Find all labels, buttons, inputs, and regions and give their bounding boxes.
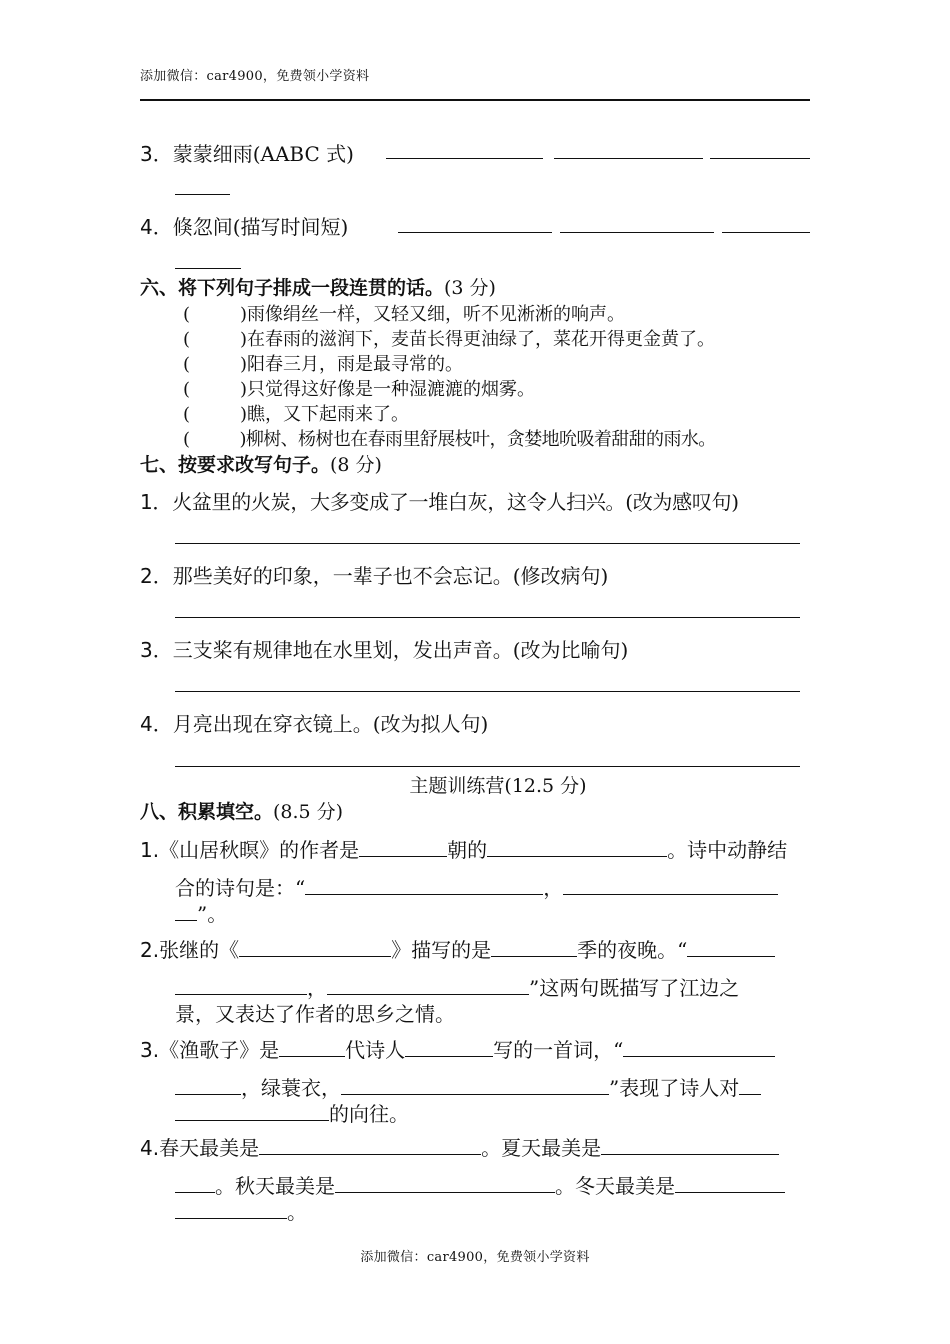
s8-q2-text-3: 季的夜晚。“ — [577, 938, 688, 962]
section-7-title-text: 七、按要求改写句子。 — [140, 454, 331, 476]
s8-q1-blank-author[interactable] — [359, 838, 447, 857]
s8-q2-text-1: 张继的《 — [159, 938, 240, 962]
s5-question-4 — [140, 211, 348, 240]
s8-q3-blank-verse-1-cont[interactable] — [175, 1076, 241, 1095]
s7-q3-number: 3． — [140, 638, 173, 662]
s8-q3-line-3 — [175, 1098, 409, 1127]
s8-q4-line-1 — [140, 1132, 779, 1161]
s6-item-6-text: )柳树、杨树也在春雨里舒展枝叶，贪婪地吮吸着甜甜的雨水。 — [239, 429, 716, 450]
section-7-points: (8 分) — [330, 454, 382, 476]
s7-q2-answer-line[interactable] — [175, 617, 800, 618]
s5-q4-text: 倏忽间(描写时间短) — [172, 215, 349, 239]
s8-q3-blank-verse-2[interactable] — [341, 1076, 609, 1095]
s8-q2-blank-verse-2[interactable] — [327, 976, 529, 995]
s8-q2-blank-season[interactable] — [491, 938, 577, 957]
s8-q2-text-4: ， — [307, 976, 327, 1000]
s8-q3-text-1: 《渔歌子》是 — [159, 1038, 280, 1062]
s8-q3-blank-verse-1[interactable] — [623, 1038, 775, 1057]
s8-q1-line-3 — [175, 898, 227, 927]
section-7-title — [140, 450, 382, 477]
s8-q3-text-3: 写的一首词，“ — [493, 1038, 624, 1062]
s8-q3-number: 3. — [140, 1038, 160, 1062]
s8-q4-blank-summer-cont[interactable] — [175, 1174, 215, 1193]
s5-q3-number: 3． — [140, 142, 173, 166]
s8-q4-blank-winter[interactable] — [675, 1174, 785, 1193]
s6-item-1-paren: ( — [183, 304, 191, 325]
s6-item-2-text: )在春雨的滋润下，麦苗长得更油绿了，菜花开得更金黄了。 — [240, 329, 716, 350]
s8-q1-blank-verse-1[interactable] — [305, 876, 543, 895]
s8-q1-text-5: ， — [543, 876, 564, 900]
s8-q4-blank-summer[interactable] — [601, 1136, 779, 1155]
header-rule — [140, 99, 810, 101]
s6-item-1-text: )雨像绢丝一样，又轻又细，听不见淅淅的响声。 — [240, 304, 626, 325]
s8-q2-number: 2. — [140, 938, 160, 962]
s6-item-2-paren: ( — [183, 329, 191, 350]
s7-question-4 — [140, 708, 488, 737]
s5-q3-blank-4[interactable] — [175, 194, 230, 195]
s8-q4-blank-winter-cont[interactable] — [175, 1200, 287, 1219]
s8-q1-number: 1. — [140, 838, 160, 862]
s8-q1-text-3: 。诗中动静结 — [667, 838, 788, 862]
s6-item-1[interactable] — [183, 300, 625, 326]
s7-q3-answer-line[interactable] — [175, 691, 800, 692]
s5-q3-blank-3[interactable] — [710, 158, 810, 159]
s6-item-4-paren: ( — [183, 379, 191, 400]
s6-item-5-text: )瞧，又下起雨来了。 — [240, 404, 410, 425]
section-6-title-text: 六、将下列句子排成一段连贯的话。 — [140, 277, 445, 299]
s8-q1-text-4: 合的诗句是：“ — [175, 876, 306, 900]
section-8-title — [140, 797, 343, 824]
s8-q1-line-1 — [140, 834, 787, 863]
s7-q2-text: 那些美好的印象，一辈子也不会忘记。(修改病句) — [172, 564, 609, 588]
s5-q3-text: 蒙蒙细雨(AABC 式) — [172, 142, 354, 166]
s8-q3-blank-poet[interactable] — [405, 1038, 493, 1057]
footer-watermark: 添加微信：car4900，免费领小学资料 — [360, 1250, 590, 1265]
s8-q4-text-1: 春天最美是 — [159, 1136, 260, 1160]
s5-q3-blank-1[interactable] — [386, 158, 543, 159]
s5-q4-number: 4． — [140, 215, 173, 239]
s8-q1-blank-verse-2[interactable] — [563, 876, 778, 895]
s8-q2-blank-verse-1-cont[interactable] — [175, 976, 307, 995]
section-8-title-text: 八、积累填空。 — [140, 801, 274, 823]
s7-q4-text: 月亮出现在穿衣镜上。(改为拟人句) — [172, 712, 489, 736]
s8-q3-blank-attitude-cont[interactable] — [175, 1102, 329, 1121]
s8-q4-text-2: 。夏天最美是 — [481, 1136, 602, 1160]
s8-q3-blank-dynasty[interactable] — [279, 1038, 345, 1057]
s8-q1-text-6: ”。 — [197, 902, 228, 926]
s8-q2-blank-title[interactable] — [239, 938, 391, 957]
s8-q3-text-5: ”表现了诗人对 — [609, 1076, 740, 1100]
s6-item-6-paren: ( — [183, 429, 190, 450]
header-watermark: 添加微信：car4900，免费领小学资料 — [140, 69, 370, 84]
s5-q3-blank-2[interactable] — [554, 158, 703, 159]
s8-q4-blank-spring[interactable] — [259, 1136, 481, 1155]
s6-item-5[interactable] — [183, 400, 409, 426]
s8-q3-line-1 — [140, 1034, 775, 1063]
s7-q1-number: 1． — [140, 490, 173, 514]
s6-item-2[interactable] — [183, 325, 715, 351]
s5-q4-blank-2[interactable] — [560, 232, 714, 233]
s5-q4-blank-1[interactable] — [398, 232, 552, 233]
s6-item-4[interactable] — [183, 375, 535, 401]
s8-q2-text-5: ”这两句既描写了江边之 — [529, 976, 740, 1000]
s5-question-3 — [140, 138, 354, 167]
s7-question-2 — [140, 560, 608, 589]
s8-q3-text-2: 代诗人 — [345, 1038, 406, 1062]
s7-q1-answer-line[interactable] — [175, 543, 800, 544]
s8-q1-blank-verse-2-cont[interactable] — [175, 902, 197, 921]
s7-q1-text: 火盆里的火炭，大多变成了一堆白灰，这令人扫兴。(改为感叹句) — [172, 490, 739, 514]
s8-q4-number: 4. — [140, 1136, 160, 1160]
s6-item-5-paren: ( — [183, 404, 191, 425]
s6-item-3[interactable] — [183, 350, 463, 376]
s6-item-3-text: )阳春三月，雨是最寻常的。 — [240, 354, 464, 375]
section-6-points: (3 分) — [444, 277, 496, 299]
s8-q2-line-1 — [140, 934, 775, 963]
s7-question-1 — [140, 486, 739, 515]
s8-q4-line-2 — [175, 1170, 785, 1199]
s5-q4-blank-4[interactable] — [175, 268, 241, 269]
s7-question-3 — [140, 634, 628, 663]
s8-q3-line-2 — [175, 1072, 761, 1101]
camp-heading: 主题训练营(12.5 分) — [409, 775, 587, 797]
section-6-title — [140, 273, 496, 300]
s8-q1-text-1: 《山居秋暝》的作者是 — [159, 838, 360, 862]
s7-q3-text: 三支桨有规律地在水里划，发出声音。(改为比喻句) — [172, 638, 629, 662]
s8-q4-line-3 — [175, 1196, 307, 1225]
s8-q2-line-2 — [175, 972, 739, 1001]
s8-q3-text-4: ，绿蓑衣， — [241, 1076, 341, 1100]
s8-q1-blank-name[interactable] — [487, 838, 667, 857]
s8-q4-text-4: 。冬天最美是 — [555, 1174, 675, 1198]
s5-q4-blank-3[interactable] — [722, 232, 810, 233]
s8-q2-blank-verse-1[interactable] — [687, 938, 775, 957]
s7-q4-number: 4． — [140, 712, 173, 736]
s8-q4-text-3: 。秋天最美是 — [215, 1174, 335, 1198]
s8-q1-line-2 — [175, 872, 778, 901]
s8-q4-text-5: 。 — [287, 1200, 307, 1224]
s6-item-4-text: )只觉得这好像是一种湿漉漉的烟雾。 — [240, 379, 536, 400]
section-8-points: (8.5 分) — [273, 801, 344, 823]
s6-item-3-paren: ( — [183, 354, 191, 375]
s8-q3-blank-attitude[interactable] — [739, 1076, 761, 1095]
s8-q2-line-3: 景，又表达了作者的思乡之情。 — [175, 1002, 455, 1026]
s7-q2-number: 2． — [140, 564, 173, 588]
s8-q3-text-6: 的向往。 — [329, 1102, 409, 1126]
s6-item-6[interactable] — [183, 425, 716, 451]
s8-q1-text-2: 朝的 — [447, 838, 488, 862]
s8-q2-text-2: 》描写的是 — [391, 938, 492, 962]
s7-q4-answer-line[interactable] — [175, 766, 800, 767]
s8-q4-blank-autumn[interactable] — [335, 1174, 555, 1193]
